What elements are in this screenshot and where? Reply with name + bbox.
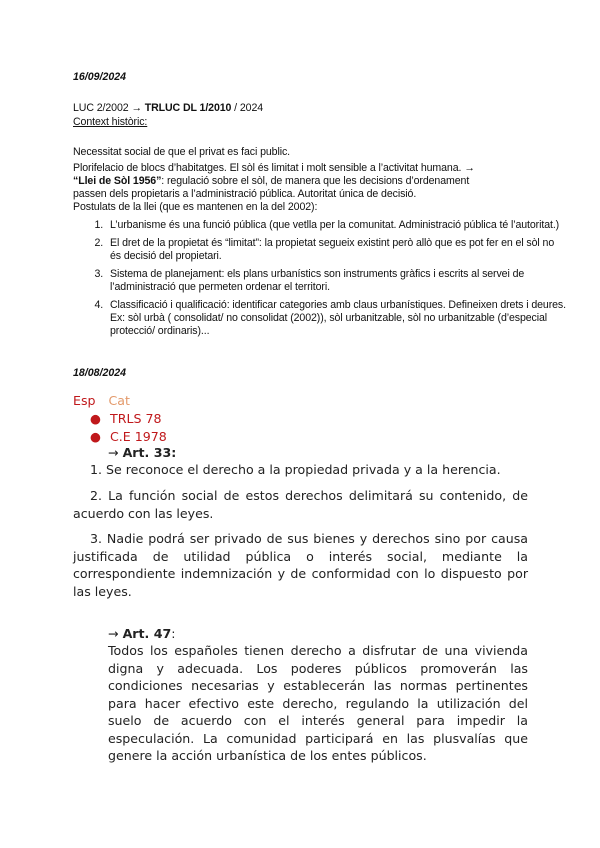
art47-label: Art. 47 <box>122 626 172 641</box>
arrow-icon: → <box>108 445 123 460</box>
law-title-prefix: LUC 2/2002 → <box>73 102 145 114</box>
list-item: 2. El dret de la propietat és “limitat”: la propietat segueix existint però allò que es pot fer en el sòl no és decisió del propietari. <box>106 237 566 263</box>
context-paragraph <box>73 146 533 214</box>
law-title-suffix: / 2024 <box>231 102 264 114</box>
context-line-2: Plorifelacio de blocs d’habitatges. El sòl és limitat i molt sensible a l’activitat humana. → <box>73 162 475 174</box>
art47-colon: : <box>171 626 176 641</box>
list-item: 3. Sistema de planejament: els plans urbanístics son instruments gràfics i escrits al servei de l’administració que permeten ordenar el territori. <box>106 268 566 294</box>
bullet-label: C.E 1978 <box>110 429 167 444</box>
art33-paragraph-2: 2. La función social de estos derechos delimitará su contenido, de acuerdo con las leyes. <box>73 488 528 521</box>
lang-esp-label: Esp <box>73 393 96 408</box>
context-heading: Context històric: <box>73 116 148 128</box>
context-line-4: passen dels propietaris a l’administració pública. Autoritat única de decisió. <box>73 188 417 200</box>
bullet-icon: ● <box>90 429 101 444</box>
context-line-3-rest: : regulació sobre el sòl, de manera que les decisions d’ordenament <box>161 175 470 187</box>
context-line-5: Postulats de la llei (que es mantenen en la del 2002): <box>73 201 318 213</box>
date-heading-1: 16/09/2024 <box>73 71 127 83</box>
bullet-label: TRLS 78 <box>110 411 162 426</box>
llei-sol-bold: “Llei de Sòl 1956” <box>73 175 162 187</box>
bullet-icon: ● <box>90 411 101 426</box>
list-item: 1. L’urbanisme és una funció pública (que vetlla per la comunitat. Administració pública té l’autoritat.) <box>106 219 566 232</box>
art47-heading <box>108 625 175 643</box>
art33-label: Art. 33: <box>122 445 177 460</box>
art33-paragraph-1: 1. Se reconoce el derecho a la propiedad privada y a la herencia. <box>90 462 501 477</box>
postulats-list <box>73 219 566 343</box>
language-labels <box>73 392 130 410</box>
list-item: 4. Classificació i qualificació: identificar categories amb claus urbanístiques. Defineixen drets i deures. Ex: sòl urbà ( consolidat/ no consolidat (2002)), sòl urbanitzable, sòl no urbanitzable (d’especial protecció/ ordinaris)... <box>106 299 566 338</box>
art33-paragraph-3: 3. Nadie podrá ser privado de sus bienes y derechos sino por causa justificada de utilidad pública o interés social, mediante la correspondiente indemnización y de conformidad con lo dispuesto por las leyes. <box>73 531 528 599</box>
context-line-1: Necessitat social de que el privat es faci public. <box>73 146 290 158</box>
law-title-bold: TRLUC DL 1/2010 <box>144 102 232 114</box>
bullet-item-trls <box>90 410 161 428</box>
art33-heading <box>108 444 176 462</box>
date-heading-2: 18/08/2024 <box>73 367 127 379</box>
lang-cat-label: Cat <box>108 393 130 408</box>
arrow-icon: → <box>108 626 123 641</box>
art47-paragraph: Todos los españoles tienen derecho a disfrutar de una vivienda digna y adecuada. Los poderes públicos promoverán las condiciones necesarias y establecerán las normas pertinentes para hacer efectivo este derecho, regulando la utilización del suelo de acuerdo con el interés general para impedir la especulación. La comunidad participará en las plusvalías que genere la acción urbanística de los entes públicos. <box>108 643 528 763</box>
context-line-3 <box>73 175 533 188</box>
law-title-line <box>73 102 263 115</box>
bullet-item-ce <box>90 428 167 446</box>
